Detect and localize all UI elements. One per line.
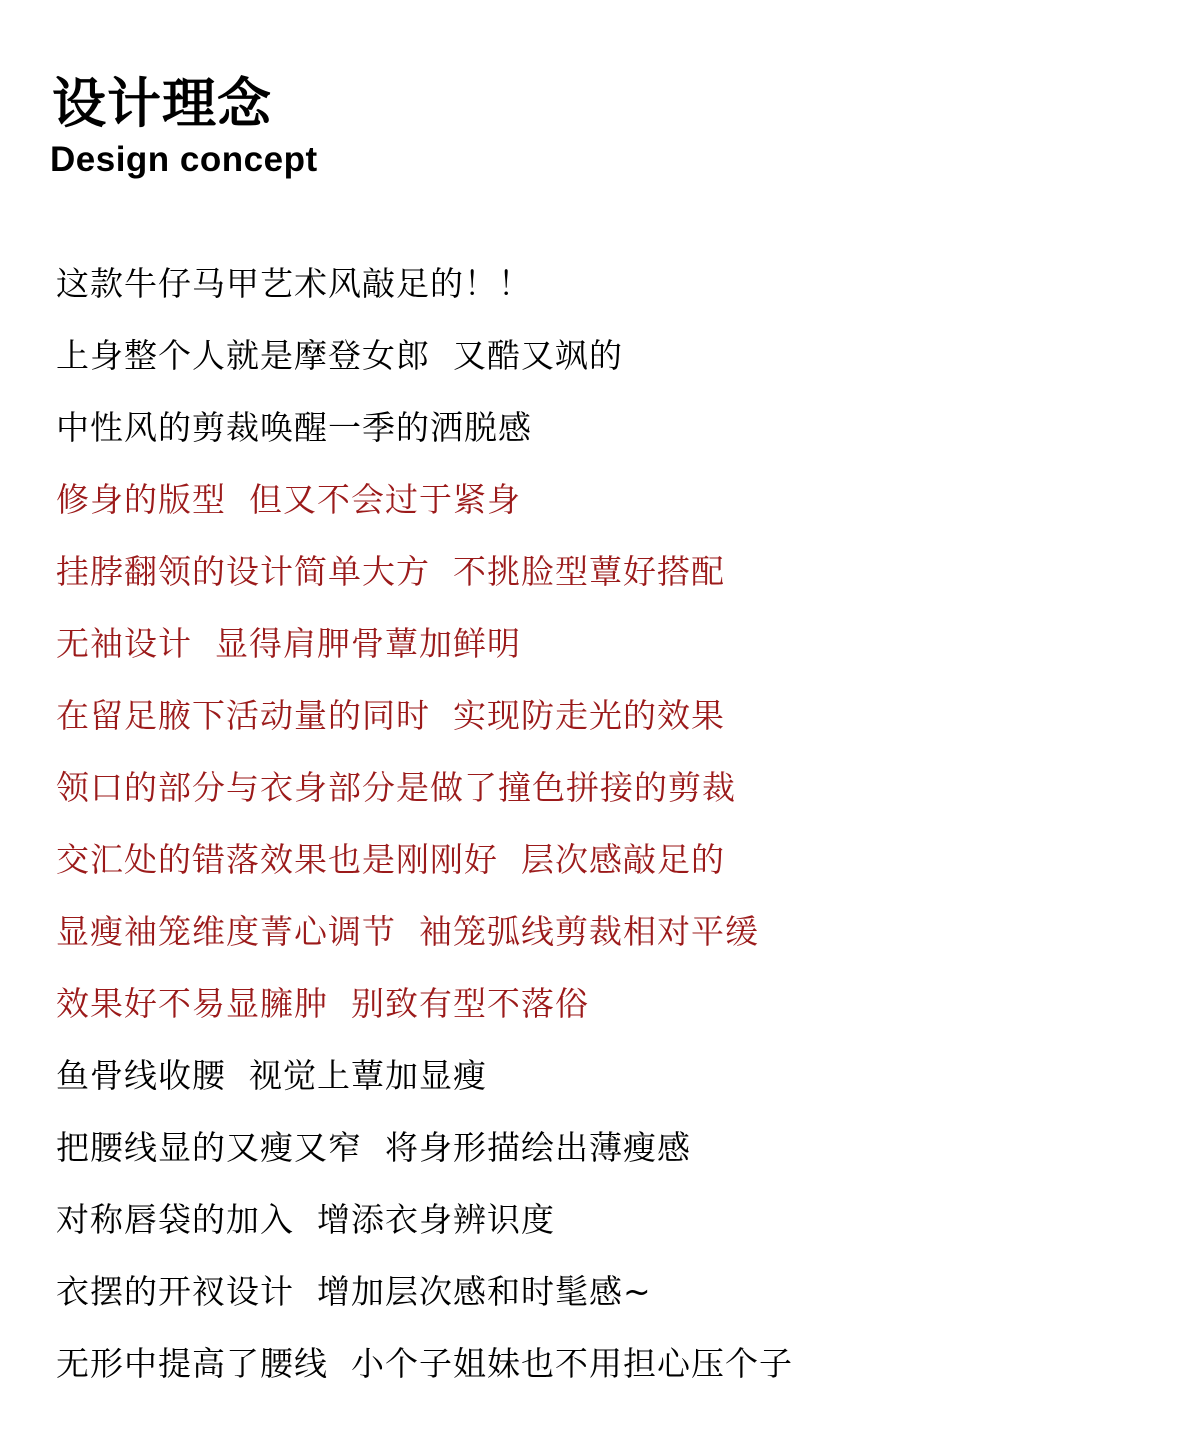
highlighted-text-line: 修身的版型 但又不会过于紧身 — [56, 478, 521, 522]
highlighted-text-line: 无袖设计 显得肩胛骨蕈加鲜明 — [56, 622, 521, 666]
text-line: 上身整个人就是摩登女郎 又酷又飒的 — [56, 336, 623, 375]
highlighted-text-line: 效果好不易显臃肿 别致有型不落俗 — [56, 982, 589, 1026]
highlighted-text-line: 挂脖翻领的设计简单大方 不挑脸型蕈好搭配 — [56, 550, 725, 594]
page-subtitle: Design concept — [50, 140, 318, 179]
text-line: 这款牛仔马甲艺术风敲足的！！ — [56, 264, 532, 303]
text-line: 衣摆的开衩设计 增加层次感和时髦感~ — [56, 1272, 652, 1311]
highlighted-text-line: 在留足腋下活动量的同时 实现防走光的效果 — [56, 694, 725, 738]
text-line: 对称唇袋的加入 增添衣身辨识度 — [56, 1200, 555, 1239]
text-line: 无形中提高了腰线 小个子姐妹也不用担心压个子 — [56, 1344, 793, 1383]
highlighted-text-line: 领口的部分与衣身部分是做了撞色拼接的剪裁 — [56, 766, 736, 810]
highlighted-text-line: 显瘦袖笼维度菁心调节 袖笼弧线剪裁相对平缓 — [56, 910, 759, 954]
text-line: 把腰线显的又瘦又窄 将身形描绘出薄瘦感 — [56, 1128, 691, 1167]
highlighted-text-line: 交汇处的错落效果也是刚刚好 层次感敲足的 — [56, 838, 725, 882]
text-line: 中性风的剪裁唤醒一季的洒脱感 — [56, 408, 532, 447]
text-line: 鱼骨线收腰 视觉上蕈加显瘦 — [56, 1056, 487, 1095]
page-title: 设计理念 — [52, 72, 272, 135]
